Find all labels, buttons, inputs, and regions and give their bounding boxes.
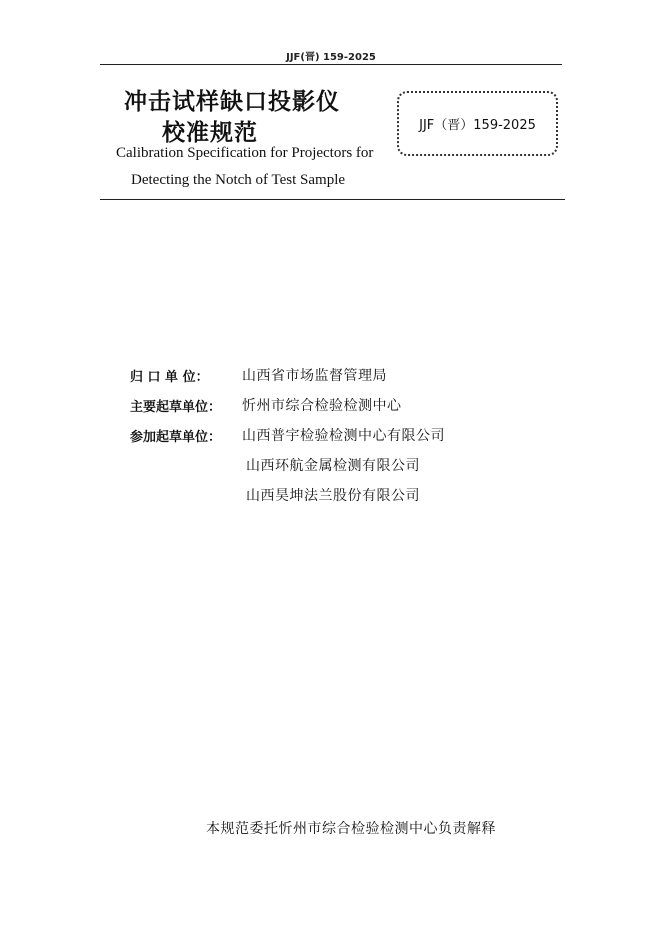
participants-label: 参加起草单位： — [130, 429, 222, 445]
participant-unit: 山西昊坤法兰股份有限公司 — [246, 488, 420, 504]
unit-row-participant-3 — [130, 480, 445, 510]
responsible-unit-label: 归 口 单 位： — [130, 369, 209, 385]
unit-row-responsible — [130, 360, 445, 390]
main-drafter-value: 忻州市综合检验检测中心 — [242, 398, 402, 414]
standard-code-box — [397, 91, 558, 156]
title-chinese-line1: 冲击试样缺口投影仪 — [124, 89, 340, 115]
responsible-unit-value: 山西省市场监督管理局 — [242, 368, 387, 384]
participant-unit: 山西环航金属检测有限公司 — [246, 458, 420, 474]
title-chinese-line2: 校准规范 — [162, 120, 258, 146]
title-english-line1: Calibration Specification for Projectors for — [116, 145, 374, 161]
top-divider — [100, 64, 562, 65]
interpretation-note: 本规范委托忻州市综合检验检测中心负责解释 — [206, 821, 496, 837]
header-standard-code: JJF(晋) 159-2025 — [286, 52, 376, 63]
bottom-divider — [100, 199, 565, 200]
unit-row-participants — [130, 420, 445, 450]
drafting-units — [130, 360, 445, 510]
title-english-line2: Detecting the Notch of Test Sample — [131, 172, 346, 188]
participant-unit: 山西普宇检验检测中心有限公司 — [242, 428, 445, 444]
unit-row-main-drafter — [130, 390, 445, 420]
main-drafter-label: 主要起草单位： — [130, 399, 222, 415]
unit-row-participant-2 — [130, 450, 445, 480]
standard-code-text: JJF（晋）159-2025 — [419, 118, 536, 133]
